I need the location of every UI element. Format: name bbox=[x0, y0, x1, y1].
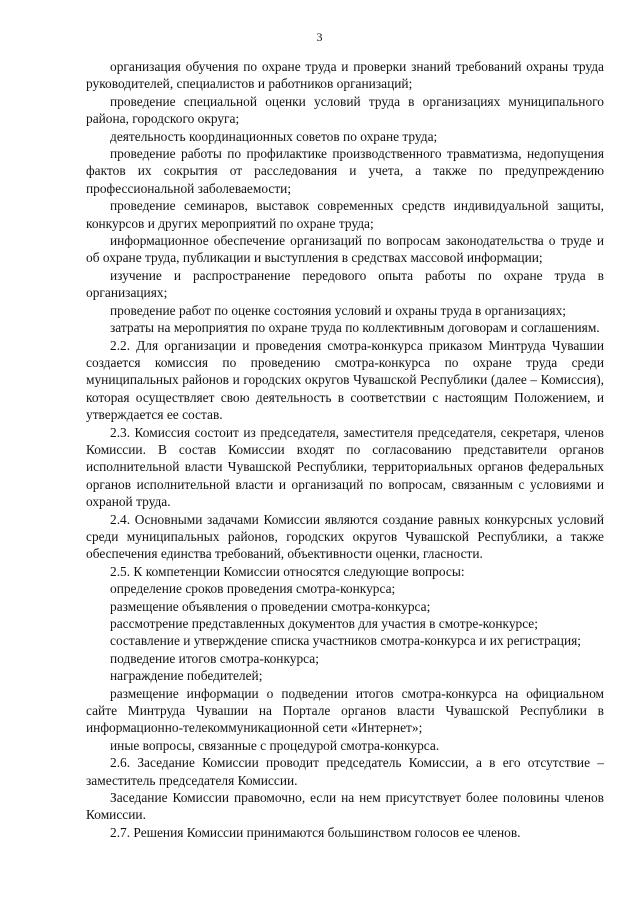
list-item: размещение информации о подведении итогов смотра-конкурса на официальном сайте Минтруда Чувашии на Портале органов власти Чувашской Республики в информационно-телекоммуникационной сети «Интернет»; bbox=[86, 685, 604, 736]
section-2-3: 2.3. Комиссия состоит из председателя, заместителя председателя, секретаря, членов Комиссии. В состав Комиссии входят по согласованию представители органов исполнительной власти Чувашской Республики, территориальных органов федеральных органов исполнительной власти и организаций по вопросам, связанным с условиями и охраной труда. bbox=[86, 424, 604, 510]
list-item: награждение победителей; bbox=[110, 668, 263, 684]
paragraph: проведение специальной оценки условий труда в организациях муниципального района, городского округа; bbox=[86, 93, 604, 127]
paragraph: проведение работы по профилактике производственного травматизма, недопущения фактов их сокрытия от расследования и учета, а также по предупреждению профессиональной заболеваемости; bbox=[86, 146, 604, 196]
section-2-6: 2.6. Заседание Комиссии проводит председатель Комиссии, а в его отсутствие – заместитель председателя Комиссии. bbox=[86, 755, 604, 788]
list-item: рассмотрение представленных документов для участия в смотре-конкурсе; bbox=[110, 616, 538, 631]
section-2-7: 2.7. Решения Комиссии принимаются большинством голосов ее членов. bbox=[110, 824, 521, 840]
paragraph: деятельность координационных советов по охране труда; bbox=[110, 128, 438, 144]
paragraph: организация обучения по охране труда и проверки знаний требований охраны труда руководителей, специалистов и работников организаций; bbox=[86, 59, 604, 92]
list-item: подведение итогов смотра-конкурса; bbox=[110, 650, 319, 666]
list-item: размещение объявления о проведении смотра-конкурса; bbox=[110, 598, 431, 614]
paragraph: информационное обеспечение организаций по вопросам законодательства о труде и об охране труда, публикации и выступления в средствах массовой информации; bbox=[86, 233, 604, 266]
section-2-5: 2.5. К компетенции Комиссии относятся следующие вопросы: bbox=[110, 563, 465, 579]
document-body bbox=[86, 58, 604, 841]
page-number: 3 bbox=[316, 30, 323, 44]
list-item: составление и утверждение списка участников смотра-конкурса и их регистрация; bbox=[110, 633, 582, 649]
section-2-4: 2.4. Основными задачами Комиссии являются создание равных конкурсных условий среди муниципальных районов, городских округов Чувашской Республики, а также обеспечения единства требований, объективности оценки, гласности. bbox=[86, 511, 604, 562]
section-2-2: 2.2. Для организации и проведения смотра-конкурса приказом Минтруда Чувашии создается комиссия по проведению смотра-конкурса по охране труда среди муниципальных районов и городских округов Чувашской Республики (далее – Комиссия), которая осуществляет свою деятельность в соответствии с настоящим Положением, и утверждается ее состав. bbox=[86, 337, 604, 423]
list-item: определение сроков проведения смотра-конкурса; bbox=[110, 581, 396, 597]
paragraph: затраты на мероприятия по охране труда по коллективным договорам и соглашениям. bbox=[110, 320, 600, 336]
paragraph: проведение семинаров, выставок современных средств индивидуальной защиты, конкурсов и других мероприятий по охране труда; bbox=[86, 198, 604, 231]
paragraph: проведение работ по оценке состояния условий и охраны труда в организациях; bbox=[110, 302, 566, 318]
paragraph: Заседание Комиссии правомочно, если на нем присутствует более половины членов Комиссии. bbox=[86, 790, 604, 823]
list-item: иные вопросы, связанные с процедурой смотра-конкурса. bbox=[110, 737, 440, 753]
paragraph: изучение и распространение передового опыта работы по охране труда в организациях; bbox=[86, 267, 604, 301]
